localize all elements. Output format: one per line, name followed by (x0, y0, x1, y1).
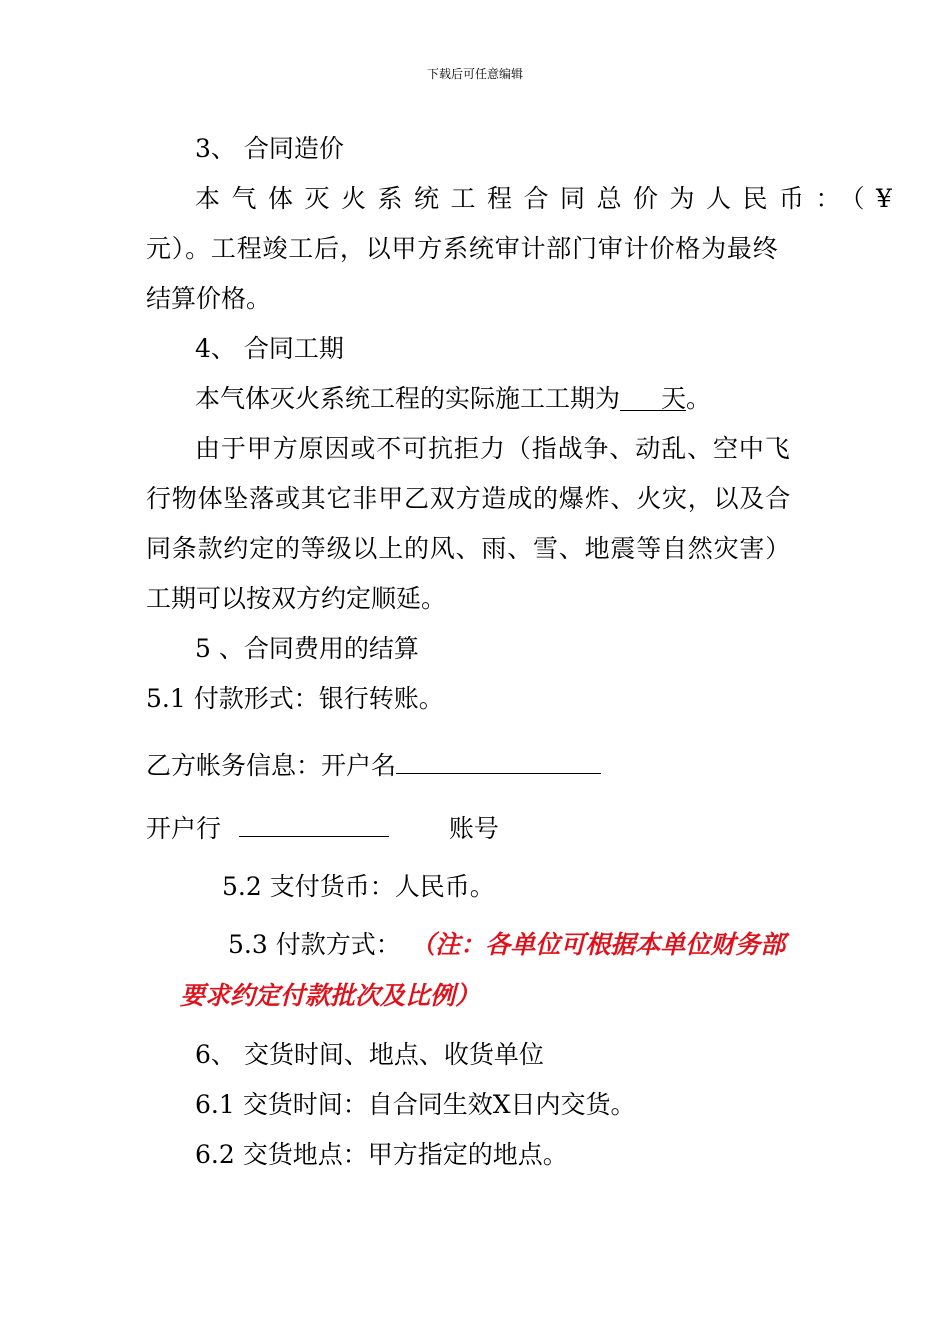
payment-currency: 5.2 支付货币：人民币。 (222, 872, 495, 901)
period-end: 。 (686, 384, 712, 413)
bank-blank (239, 808, 389, 837)
contract-price-line-3: 结算价格。 (146, 284, 272, 313)
page-header: 下载后可任意编辑 (426, 67, 523, 81)
section-4-heading: 4、 合同工期 (195, 334, 344, 363)
period-days-blank (620, 382, 686, 411)
delivery-time: 6.1 交货时间：自合同生效X日内交货。 (195, 1090, 636, 1119)
bank-line (146, 808, 499, 846)
bank-label: 开户行 (146, 814, 222, 843)
delivery-location: 6.2 交货地点：甲方指定的地点。 (195, 1140, 568, 1169)
payment-form: 5.1 付款形式：银行转账。 (146, 684, 444, 713)
section-5-heading: 5 、合同费用的结算 (195, 634, 419, 663)
force-majeure-line-1: 由于甲方原因或不可抗拒力（指战争、动乱、空中飞 (195, 434, 791, 463)
force-majeure-line-3: 同条款约定的等级以上的风、雨、雪、地震等自然灾害） (146, 534, 792, 563)
payment-method-label: 5.3 付款方式： (228, 930, 401, 959)
force-majeure-line-2: 行物体坠落或其它非甲乙双方造成的爆炸、火灾，以及合 (146, 484, 792, 513)
section-6-heading: 6、 交货时间、地点、收货单位 (195, 1040, 544, 1069)
period-prefix: 本气体灭火系统工程的实际施工工期为 (195, 384, 621, 413)
payment-note-2: 要求约定付款批次及比例） (180, 981, 481, 1010)
account-info-line (146, 745, 601, 783)
account-name-blank (396, 745, 601, 774)
section-3-heading: 3、 合同造价 (195, 134, 344, 163)
contract-price-line-2: 元）。工程竣工后，以甲方系统审计部门审计价格为最终 (146, 234, 779, 263)
payment-note-1: （注：各单位可根据本单位财务部 (422, 930, 786, 959)
period-unit: 天 (661, 384, 687, 413)
construction-period-line (195, 382, 711, 416)
payment-method-line (228, 928, 785, 962)
force-majeure-line-4: 工期可以按双方约定顺延。 (146, 584, 447, 613)
contract-price-line-1: 本气体灭火系统工程合同总价为人民币：（¥ (195, 184, 904, 213)
account-name-label: 乙方帐务信息：开户名 (146, 751, 397, 780)
account-number-label: 账号 (448, 814, 499, 843)
